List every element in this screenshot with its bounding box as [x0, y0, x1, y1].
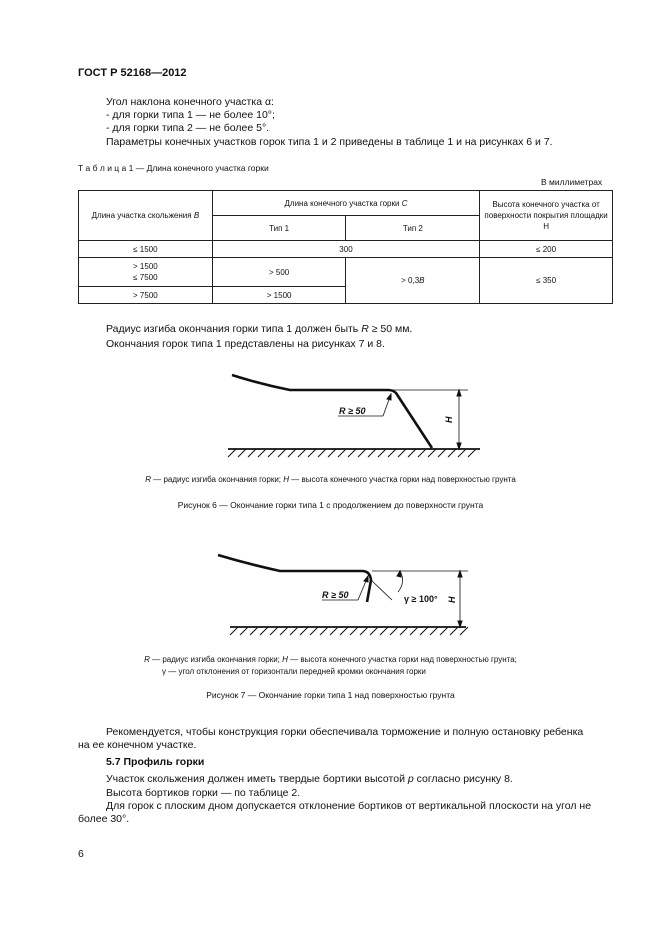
fig6-radius-label: R ≥ 50 [339, 406, 366, 416]
page-number: 6 [78, 848, 84, 860]
section-5-7-line2: Высота бортиков горки — по таблице 2. [106, 787, 301, 799]
head-slide-length: Длина участка скольжения B [79, 191, 213, 241]
fig7-caption: Рисунок 7 — Окончание горки типа 1 над поверхностью грунта [206, 690, 455, 700]
type2-angle: - для горки типа 2 — не более 5°. [106, 122, 270, 134]
type1-angle: - для горки типа 1 — не более 10°; [106, 109, 275, 121]
angle-label: Угол наклона конечного участка α: [106, 96, 274, 108]
head-end-height: Высота конечного участка от поверхности покрытия площадки Н [480, 191, 613, 241]
document-header: ГОСТ Р 52168—2012 [78, 67, 187, 79]
figure-7-drawing [0, 540, 661, 645]
section-5-7-title: 5.7 Профиль горки [106, 756, 205, 768]
head-type2: Тип 2 [346, 216, 480, 241]
table-units: В миллиметрах [541, 177, 603, 187]
head-end-length: Длина конечного участка горки C [212, 191, 479, 216]
cell-r23-c2: > 0,3B [346, 258, 480, 304]
recommend-line2: на ее конечном участке. [78, 739, 197, 751]
cell-r2-c1: > 500 [212, 258, 346, 287]
fig6-caption: Рисунок 6 — Окончание горки типа 1 с продолжением до поверхности грунта [177, 500, 484, 510]
section-5-7-line4: более 30°. [78, 813, 130, 825]
fig7-legend-line1: R — радиус изгиба окончания горки; H — высота конечного участка горки над поверхностью грунта; [144, 655, 517, 664]
cell-r2-len: > 1500 ≤ 7500 [79, 258, 213, 287]
radius-figures-ref: Окончания горок типа 1 представлены на рисунках 7 и 8. [106, 338, 385, 350]
radius-requirement: Радиус изгиба окончания горки типа 1 должен быть R ≥ 50 мм. [106, 323, 413, 335]
section-5-7-line1: Участок скольжения должен иметь твердые бортики высотой p согласно рисунку 8. [106, 773, 513, 785]
fig7-radius-label: R ≥ 50 [322, 590, 349, 600]
fig6-legend: R — радиус изгиба окончания горки; H — высота конечного участка горки над поверхностью грунта [145, 475, 516, 484]
section-5-7-line3: Для горок с плоским дном допускается отклонение бортиков от вертикальной плоскости на угол не [106, 800, 592, 812]
table-caption: Т а б л и ц а 1 — Длина конечного участка горки [78, 163, 269, 173]
fig7-gamma-label: γ ≥ 100° [404, 594, 438, 604]
fig7-height-label: H [447, 596, 457, 603]
recommend-line1: Рекомендуется, чтобы конструкция горки обеспечивала торможение и полную остановку ребенка [106, 726, 584, 738]
fig6-height-label: H [444, 416, 454, 423]
cell-r3-len: > 7500 [79, 287, 213, 304]
fig7-legend-line2: γ — угол отклонения от горизонтали передней кромки окончания горки [162, 667, 426, 676]
cell-r1-h: ≤ 200 [480, 241, 613, 258]
figure-6-drawing [0, 360, 661, 465]
cell-r1-c: 300 [212, 241, 479, 258]
params-text: Параметры конечных участков горок типа 1 и 2 приведены в таблице 1 и на рисунках 6 и 7. [106, 136, 553, 148]
head-type1: Тип 1 [212, 216, 346, 241]
cell-r1-len: ≤ 1500 [79, 241, 213, 258]
cell-r3-c1: > 1500 [212, 287, 346, 304]
length-table [78, 190, 613, 304]
cell-r23-h: ≤ 350 [480, 258, 613, 304]
